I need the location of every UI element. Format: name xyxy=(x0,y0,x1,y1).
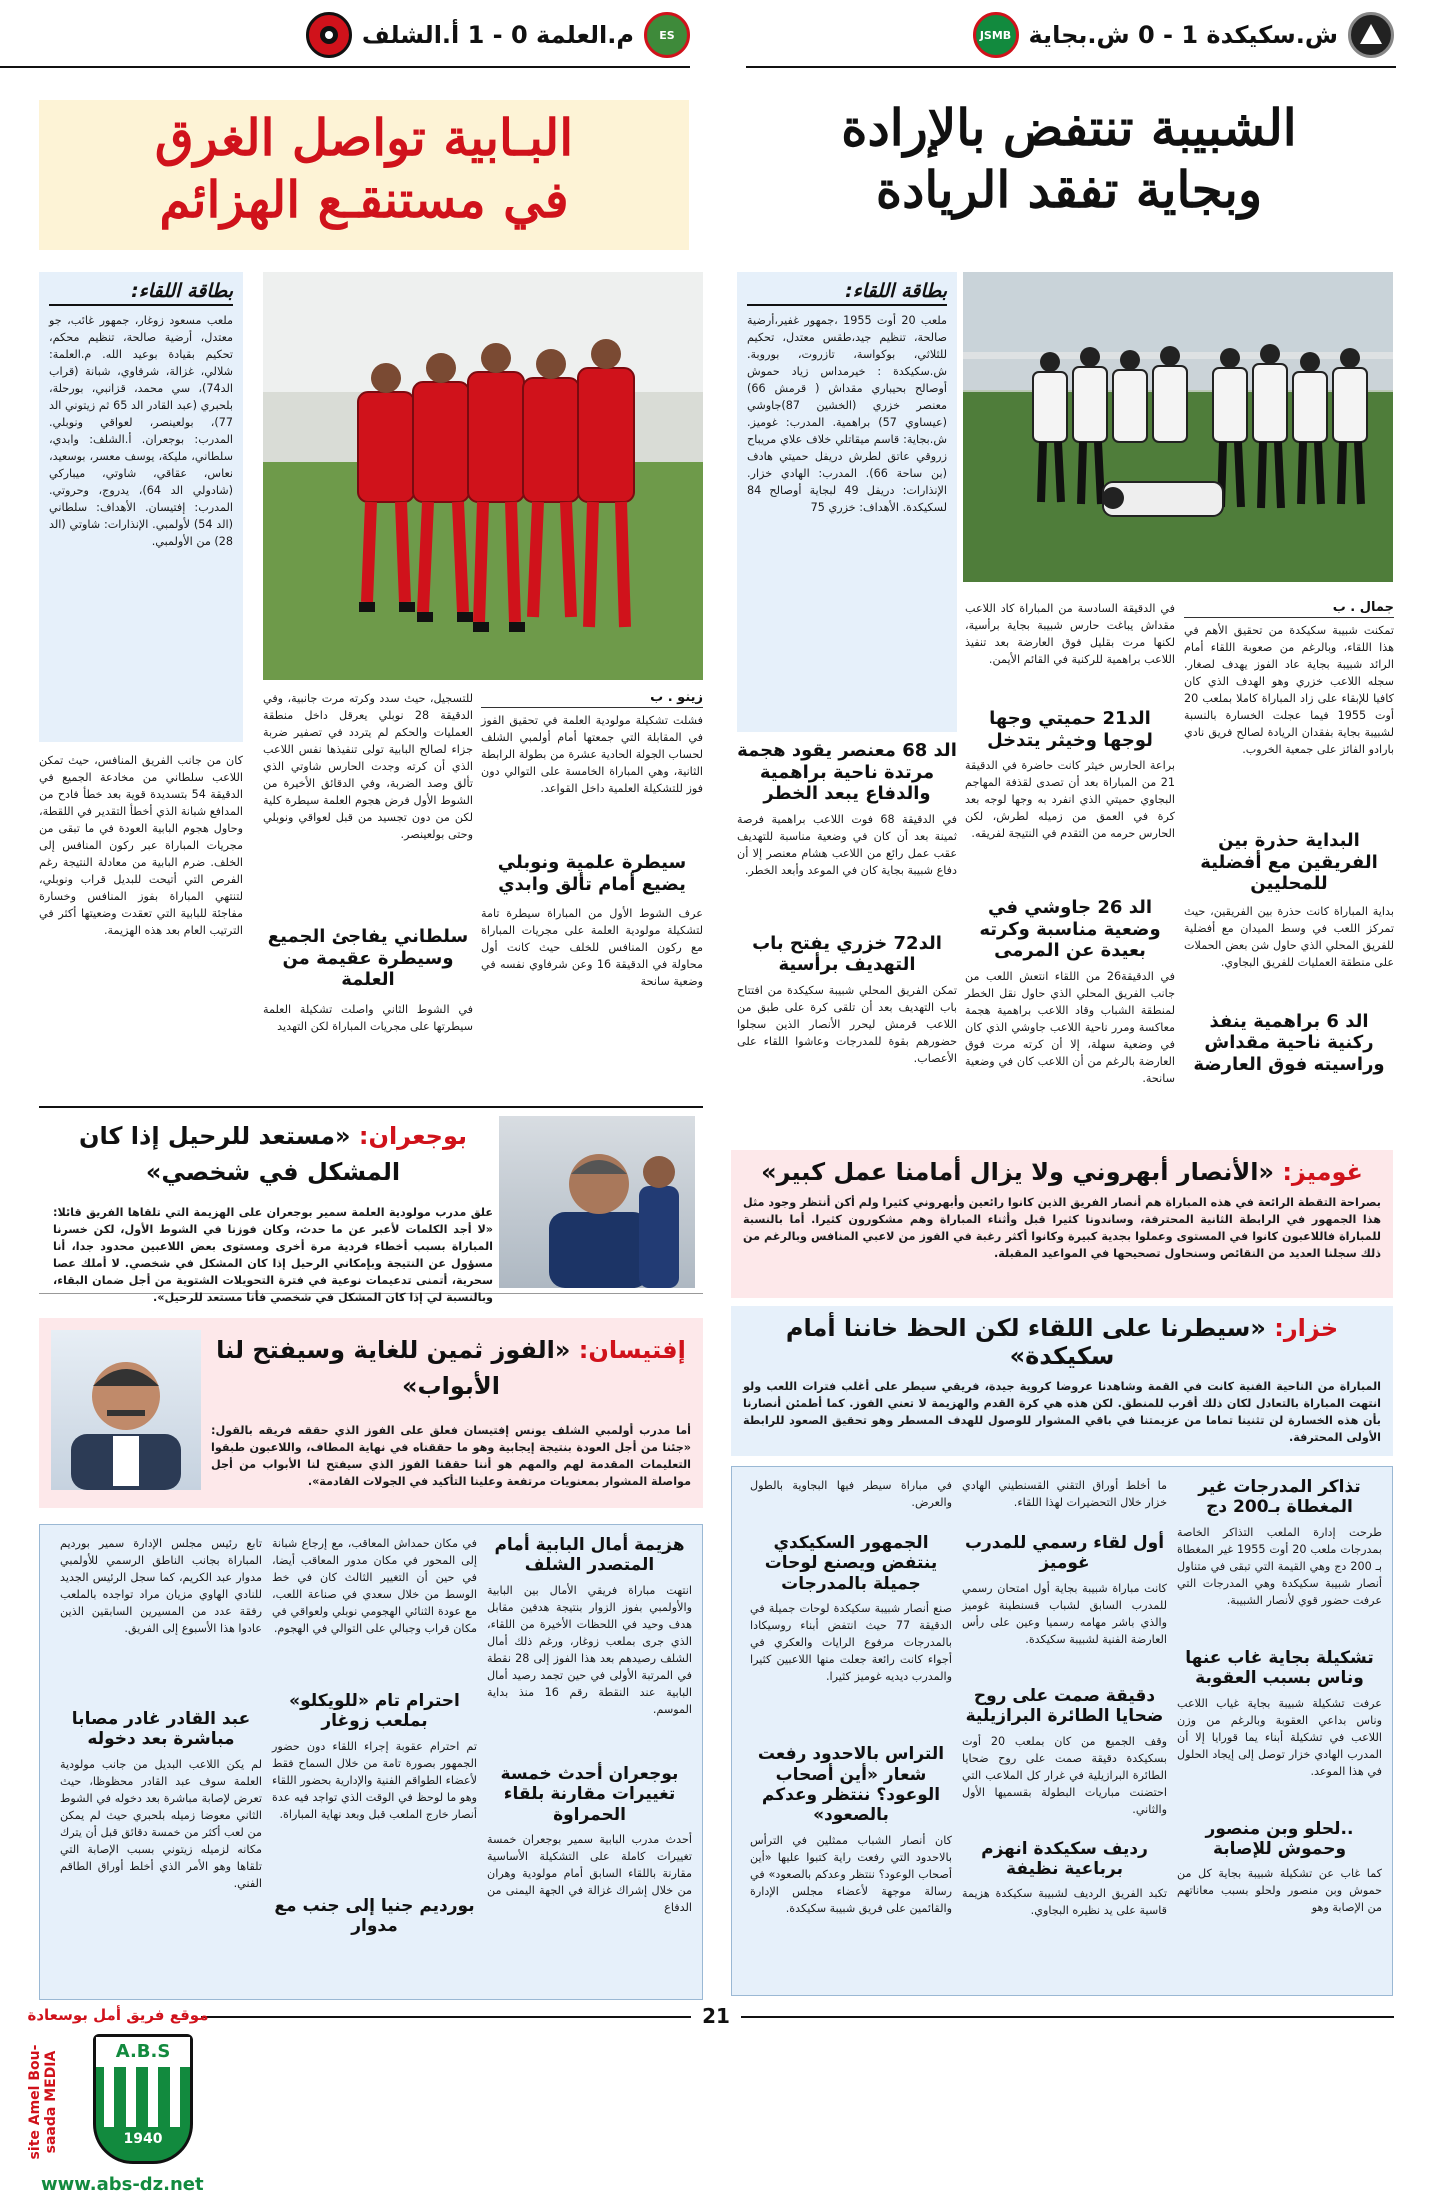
subheading: الد 68 معنصر يقود هجمة مرتدة ناحية براهمية والدفاع يبعد الخطر xyxy=(737,740,957,805)
brief-title: بورديم جنيا إلى جنب مع مدوار xyxy=(274,1895,475,1937)
boudjerane-box xyxy=(39,1106,703,1305)
right-match-card xyxy=(737,272,957,732)
brief-col-1 xyxy=(1177,1477,1382,1987)
byline: جمال . ب xyxy=(1184,600,1394,618)
brief-body: كانت مباراة شبيبة بجاية أول امتحان رسمي للمدرب السابق لشباب قسنطينة غوميز والذي باشر مهامه رسميا وعين على رأس العارضة الفنية لشبيبة سكيكدة. xyxy=(962,1581,1167,1646)
brief-title: رديف سكيكدة انهزم برباعية نظيفة xyxy=(981,1838,1148,1879)
brief-title: دقيقة صمت على روح ضحايا الطائرة البرازيلية xyxy=(965,1685,1164,1727)
quote-body: بصراحة التقطة الرائعة في هذه المباراة هم أنصار الفريق الذين كانوا رائعين وأبهروني كثيرا ولم أكن أنتظر وجود مثل هذا الجمهور في الرابطة الثانية المحترفة، وساندونا كثيرا قبل وأثناء المباراة وهم مشكورون كثيرا. أما بالنسبة للمباراة فاللاعبون كانوا في المستوى وعملوا بجدية كبيرة وكانوا أكثر رغبة في الفوز من لاعبي المنافس وبالرغم من ذلك سجلنا العديد من النقائص وسنحاول تصحيحها في المواعيد المقبلة. xyxy=(743,1196,1381,1261)
brief-title: الجمهور السكيكدي ينتفض ويصنع لوحات جميلة بالمدرجات xyxy=(764,1533,938,1594)
quote-text: «الأنصار أبهروني ولا يزال أمامنا عمل كبير» xyxy=(761,1158,1274,1186)
article-paragraph: للتسجيل، حيث سدد وكرته مرت جانبية، وفي الدقيقة 28 نوبلي يعرقل داخل منطقة العمليات والحكم لم يتردد في تصفير ضربة جزاء لصالح البابية تولى تنفيذها نفس اللاعب الذي أن كرته وجدت الحارس شاوتي الذي تألق وصد الضربة، وفي الدقائق الأخيرة من الشوط الأول فرض هجوم العلمة سيطرة كلية لكن من دون تجسيد من قبل لعواقي ونوبلي وحتى بولعينصر. xyxy=(263,692,473,842)
subheading: الد 6 براهمية ينفذ ركنية ناحية مقداش وراسيته فوق العارضة xyxy=(1193,1010,1385,1075)
quote-body: أما مدرب أولمبي الشلف يونس إفتيسان فعلق على الفوز الذي حققه فريقه بالقول: «جئنا من أجل العودة بنتيجة إيجابية وهو ما حققناه في نهاية المطاف، واللاعبون طبقوا التعليمات المقدمة لهم والمهم هو أننا حققنا الفوز الذي سيفتح لنا الأبواب من أجل مواصلة المشوار بمعنويات مرتفعة وعلينا التأكيد في الجولات القادمة». xyxy=(211,1424,691,1489)
match-card-title: بطاقة اللقاء: xyxy=(49,280,233,306)
site-label: موقع فريق أمل بوسعادة xyxy=(27,2006,209,2024)
brief-body: عرفت تشكيلة شبيبة بجاية غياب اللاعب وناس بداعي العقوبة وبالرغم من وزن اللاعب في تشكيلة أبناء يما قورايا إلا أن المدرب الهادي خزار توصل إلى إيجاد الحلول في هذا الموعد. xyxy=(1177,1696,1382,1778)
brief-title: بوجعران أحدث خمسة تغييرات مقارنة بلقاء الحمراوة xyxy=(500,1763,679,1825)
subheading: سيطرة علمية ونوبلي يضيع أمام تألق وابدي xyxy=(497,852,687,895)
jss-team-photo xyxy=(963,272,1393,582)
speaker-name: بوجعران: xyxy=(358,1122,468,1150)
brief-body: كما غاب عن تشكيلة شبيبة بجاية كل من حموش وبن منصور ولحلو بسبب معاناتهم من الإصابة وهو xyxy=(1177,1867,1382,1915)
article-paragraph: براعة الحارس خيثر كانت حاضرة في الدقيقة 21 من المباراة بعد أن تصدى لقذفة المهاجم البجاوي حميتي الذي انفرد به وجها لوجه بعد كرة في العمق من زميله لطرش، لكن الحارس حرمه من التقدم في النتيجة لفريقه. xyxy=(965,759,1175,841)
csc-logo-icon xyxy=(1348,12,1394,58)
left-col-b xyxy=(263,690,473,1098)
match-score-title: م.العلمة 0 - 1 أ.الشلف xyxy=(361,21,634,49)
mce-logo-icon: ES xyxy=(644,12,690,58)
brief-body: في مكان حمداش المعاقب، مع إرجاع شبانة إلى المحور في مكان مدور المعاقب أيضا، في حين أن التغيير الثالث كان في خط الوسط من خلال سعدي في صناعة اللعب، مع عودة الثنائي الهجومي نوبلي ولعواقي في مكان قراب وجبالي على التوالي في الهجوم. xyxy=(272,1537,477,1636)
brief-body: تابع رئيس مجلس الإدارة سمير بورديم المباراة بجانب الناطق الرسمي للأولمبي مدوار عبد الكريم، كما سجل الرئيس الجديد للنادي الهاوي مزيان مراد تواجده بالملعب رفقة عدد من المسيرين السابقين الذين عادوا هذا الأسبوع إلى الفريق. xyxy=(60,1537,262,1636)
speaker-name: خزار: xyxy=(1274,1314,1339,1342)
byline: زينو . ب xyxy=(481,690,703,708)
article-paragraph: عرف الشوط الأول من المباراة سيطرة تامة لتشكيلة مولودية العلمة على مجريات المباراة مع ركون المنافس للخلف حيث كانت أول محاولة في الدقيقة 16 وعن شرفاوي نفسه في وضعية سانحة xyxy=(481,907,703,989)
abs-club-logo xyxy=(93,2034,193,2164)
quote-body: المباراة من الناحية الفنية كانت في القمة وشاهدنا عروضا كروية جيدة، فريقي سيطر على أغلب فترات اللعب ولو انتهت المباراة بالتعادل لكان ذلك أقرب للمنطق. لكن هذه هي كرة القدم والهزيمة لا تعني الفوز. كما أطمئن أنصارنا بأن هذه الخسارة لن تثنينا تماما من عزيمتنا في باقي المشوار للوصول للهدف المسطر وهو تحقيق الصعود للرابطة الأولى المحترفة. xyxy=(743,1380,1381,1445)
left-headline-line-2: في مستنقـع الهزائم xyxy=(159,170,569,229)
right-col-b xyxy=(965,600,1175,1130)
site-url-link[interactable]: www.abs-dz.net xyxy=(41,2174,204,2195)
right-match-bar xyxy=(754,12,1394,58)
speaker-name: إفتيسان: xyxy=(578,1336,686,1364)
brief-body: لم يكن اللاعب البديل من جانب مولودية العلمة سوف عبد القادر محظوظا، حيث تعرض لإصابة مباشرة بعد دخوله في الشوط الثاني معوضا زميله بلحبري حيث لم يمكن من لعب أكثر من خمسة دقائق قبل أن يترك مكانه لزميله زيتوني بسبب الإصابة التي تلقاها وهو الأمر الذي أخلط أوراق الطاقم الفني. xyxy=(60,1757,262,1890)
khezar-quote-box xyxy=(731,1306,1393,1456)
brief-body: صنع أنصار شبيبة سكيكدة لوحات جميلة في الدقيقة 77 حيث انتفض أبناء روسيكادا بالمدرجات مرفوع الرايات والعكري في أجواء كانت رائعة جعلت منها اللاعبين كثيرا والمدرب ديديه غوميز كثيرا. xyxy=(750,1602,953,1684)
quote-text: «سيطرنا على اللقاء لكن الحظ خاننا أمام سكيكدة» xyxy=(785,1314,1266,1370)
boudjerane-quote-title xyxy=(53,1118,493,1190)
article-paragraph: في الشوط الثاني واصلت تشكيلة العلمة سيطرتها على مجريات المباراة لكن التهديد xyxy=(263,1002,473,1033)
brief-title: ..لحلو وبن منصور وحموش للإصابة xyxy=(1205,1818,1354,1859)
logo-year: 1940 xyxy=(123,2131,163,2147)
brief-title: عبد القادر غادر مصابا مباشرة بعد دخوله xyxy=(71,1709,251,1750)
asoc-logo-icon xyxy=(306,12,352,58)
right-headline-line-2: وبجاية تفقد الريادة xyxy=(875,160,1263,219)
subheading: الد 26 جاوشي في وضعية مناسبة وكرته بعيدة عن المرمى xyxy=(979,897,1161,962)
right-col-c xyxy=(737,740,957,1130)
left-col-c xyxy=(481,690,703,1098)
page-number: 21 xyxy=(691,2004,741,2028)
match-score-title: ش.سكيكدة 1 - 0 ش.بجاية xyxy=(1028,21,1338,49)
left-match-bar xyxy=(130,12,690,58)
match-card-body: ملعب مسعود زوغار، جمهور غائب، جو معتدل، أرضية صالحة، تنظيم محكم، تحكيم بقيادة بوعيد الله. م.العلمة: شلالي، غزالة، شرفاوي، شبانة (قراب الد74)، سي محمد، قزانبي، بورحلة، بلحبري (عبد القادر الد 65 ثم زيتوني الد 77)، بولعينصر، لعواقي ونوبلي. المدرب: بوجعران. أ.الشلف: وابدي، سلطاني، مليكة، يوسف معسر، بوسعيد، نعاس، عقاقي، شاوتي، ميباركي (شادولي الد 64)، يدروج، وحروتي. المدرب: إفتيسان. الأهداف: سلطاني (الد 54) لأولمبي. الإنذارات: شاوتي (الد 28) من الأولمبي. xyxy=(49,314,233,549)
article-paragraph: بداية المباراة كانت حذرة بين الفريقين، حيث تمركز اللعب في وسط الميدان مع أفضلية للفريق المحلي الذي حاول شن بعض الحملات على منطقة العمليات للفريق البجاوي. xyxy=(1184,904,1394,969)
brief-body: في مباراة سيطر فيها البجاوية بالطول والعرض. xyxy=(750,1479,952,1510)
subheading: الد21 حميتي وجها لوجها وخيثر يتدخل xyxy=(987,708,1153,751)
article-paragraph: في الدقيقة26 من اللقاء انتعش اللعب من جانب الفريق المحلي الذي حاول نقل الخطر لمنطقة الشباب وقاد اللاعب براهمية هجمة معاكسة ومرر ناحية اللاعب جاوشي الذي كان في وضعية سهلة، إلا أن كرته مرت فوق العارضة بالرغم من أن اللاعب كان في وضعية سانحة. xyxy=(965,969,1175,1086)
subheading: الد72 خزري يفتح باب التهديف برأسية xyxy=(752,932,942,976)
subheading: سلطاني يفاجئ الجميع وسيطرة عقيمة من العلمة xyxy=(267,926,469,991)
left-headline-block xyxy=(39,100,689,250)
brief-body: ما أخلط أوراق التقني القسنطيني الهادي خزار خلال التحضيرات لهذا اللقاء. xyxy=(962,1479,1167,1510)
left-col-a xyxy=(39,752,243,1098)
right-headline-line-1: الشبيبة تنتفض بالإرادة xyxy=(841,98,1297,157)
article-paragraph: في الدقيقة 68 فوت اللاعب براهمية فرصة ثمينة بعد أن كان في وضعية مناسبة للتهديف عقب عمل رائع من اللاعب هشام معنصر إلا أن دفاع شبيبة بجاية كان في الموعد وأبعد الخطر. xyxy=(737,812,957,877)
article-paragraph: تمكن الفريق المحلي شبيبة سكيكدة من افتتاح باب التهديف بعد أن تلقى كرة على طبق من اللاعب قرمش ليحرر الأنصار الذين سجلوا حضورهم بقوة للمدرجات وعاشوا اللقاء على الأعصاب. xyxy=(737,983,957,1066)
stripes-icon xyxy=(90,2067,190,2127)
brief-body: أحدث مدرب البابية سمير بوجعران خمسة تغييرات كاملة على التشكيلة الأساسية مقارنة باللقاء السابق أمام مولودية وهران من خلال إشراك غزالة في الجهة اليمنى من الدفاع xyxy=(487,1832,692,1915)
iftissane-quote-title xyxy=(211,1332,691,1404)
asoc-team-photo xyxy=(263,272,703,680)
quote-body: علق مدرب مولودية العلمة سمير بوجعران على الهزيمة التي تلقاها الفريق قائلا: «لا أجد الكلمات لأعبر عن ما حدث، وكان فوزنا في الشوط الأول، لكن خسرنا المباراة بسبب أخطاء فردية مرة أخرى ومستوى بعض اللاعبين محدود جدا، أنا مسؤول عن النتيجة وبإمكاني الرحيل إذا كان المشكل في شخصي. لا أملك عصا سحرية، أتمنى تدعيمات نوعية في فترة التحويلات الشتوية من أجل ضمان البقاء، وبالنسبة لي إذا كان المشكل في شخصي فأنا مستعد للرحيل». xyxy=(53,1206,493,1305)
vertical-site-text: site Amel Bou-saada MEDIA xyxy=(27,2044,59,2160)
subheading: البداية حذرة بين الفريقين مع أفضلية للمحليين xyxy=(1200,830,1378,895)
quote-text: «مستعد للرحيل إذا كان المشكل في شخصي» xyxy=(78,1122,401,1186)
gomez-quote-title xyxy=(743,1158,1381,1186)
match-card-body: ملعب 20 أوت 1955 ،جمهور غفير،أرضية صالحة، تنظيم جيد،طقس معتدل، تحكيم للثلاثي، بوكواسة، تازروت، بوروبة. ش.سكيكدة : خيرمداس زياد حموش أوصالح بحيباري مقداش ( قرمش 66) معنصر خزري (الخشين 87)جاوشي (عيساوي 57) براهمية. المدرب: غوميز. ش.بجاية: قاسم ميقاتلي خلاف علاي مريباح زروقي عاتق لطرش دريفل حميتي هادف (بن ساحة 66). المدرب: الهادي خزار. الإنذارات: دريفل 49 لبجاية أوصالح 84 لسكيكدة. الأهداف: خزري 75 xyxy=(747,314,948,515)
right-top-rule xyxy=(746,66,1396,68)
coach-boudjerane-photo xyxy=(499,1116,695,1288)
article-paragraph: فشلت تشكيلة مولودية العلمة في تحقيق الفوز في المقابلة التي جمعتها أمام أولمبي الشلف لحساب الجولة الحادية عشرة من بطولة الرابطة الثانية، وهي المباراة الخامسة على التوالي دون فوز للتشكيلة العلمية داخل القواعد. xyxy=(481,714,703,796)
right-headline-block xyxy=(744,100,1394,250)
quote-text: «الفوز ثمين للغاية وسيفتح لنا الأبواب» xyxy=(216,1336,571,1400)
speaker-name: غوميز: xyxy=(1282,1158,1363,1186)
brief-col-3 xyxy=(60,1535,262,1991)
left-top-rule xyxy=(0,66,690,68)
left-headline-line-1: البـابية تواصل الغرق xyxy=(154,108,574,167)
right-col-a xyxy=(1184,600,1394,1130)
brief-col-3 xyxy=(750,1477,952,1987)
brief-title: أول لقاء رسمي للمدرب غوميز xyxy=(964,1533,1165,1574)
logo-letters: A.B.S xyxy=(96,2037,190,2067)
jsmb-logo-icon: JSMB xyxy=(973,12,1019,58)
brief-body: تكبد الفريق الرديف لشبيبة سكيكدة هزيمة قاسية على يد نظيره البجاوي. xyxy=(962,1887,1167,1918)
brief-col-2 xyxy=(272,1535,477,1991)
gomez-quote-box xyxy=(731,1150,1393,1298)
brief-body: انتهت مباراة فريقي الأمال بين البابية والأولمبي بفوز الزوار بنتيجة هدفين مقابل هدف وحيد في اللحظات الأخيرة من اللقاء، الذي جرى بملعب زوغار، ورغم ذلك أمال الشلف رصيدهم بعد هذا الفوز إلى 28 نقطة في المرتبة الأولى في حين تجمد رصيد أمال البابية عند النقطة رقم 16 منذ بداية الموسم. xyxy=(487,1583,692,1716)
brief-body: وقف الجميع من كان بملعب 20 أوت بسكيكدة دقيقة صمت على روح ضحايا الطائرة البرازيلية في غرار كل الملاعب التي احتضنت مباريات البطولة بقسميها الأول والثاني. xyxy=(962,1734,1167,1816)
article-paragraph: كان من جانب الفريق المنافس، حيث تمكن اللاعب سلطاني من مخادعة الجميع في الدقيقة 54 بتسديدة قوية بعد خطأ فادح من المدافع شبانة الذي أخطأ التقدير في اللقطة، وحاول هجوم البابية العودة في ما تبقى من مجريات المباراة عبر ركون المنافس إلى الخلف. ضرم البابية من معادلة النتيجة رغم الفرص التي أتيحت للبديل قراب ونوبلي، لتنتهي المباراة بفوز المنافس وخسارة مفاجئة للبابية التي تعقدت وضعيتها أكثر في الترتيب العام بعد هذه الهزيمة. xyxy=(39,754,244,938)
iftissane-box xyxy=(39,1318,703,1508)
left-match-card xyxy=(39,272,243,742)
right-briefs xyxy=(731,1466,1393,1996)
article-paragraph: تمكنت شبيبة سكيكدة من تحقيق الأهم في هذا اللقاء، وبالرغم من صعوبة اللقاء أمام الرائد شبيبة بجاية عاد الفوز يهدف لصغار. سجله اللاعب خزري وهو الهدف الذي كان كافيا للإبقاء على زاد المباراة كاملا بملعب 20 أوت 1955 فيما عجلت الخسارة بالنسبة لشبيبة بجاية بفقدان الريادة لصالح فريق نادي بارادو الفائز على جمعية الخروب. xyxy=(1184,624,1394,757)
brief-title: تشكيلة بجاية غاب عنها وناس بسبب العقوبة xyxy=(1185,1647,1374,1689)
brief-title: احترام تام «للويكلو» بملعب زوغار xyxy=(289,1691,460,1732)
brief-title: تذاكر المدرجات غير المغطاة بـ200 دج xyxy=(1198,1477,1361,1518)
brief-title: التراس بالاحدود رفعت شعار «أين أصحاب الوعود؟ ننتظر وعدكم بالصعود» xyxy=(757,1744,945,1826)
brief-col-1 xyxy=(487,1535,692,1991)
khezar-quote-title xyxy=(743,1314,1381,1370)
brief-body: تم احترام عقوبة إجراء اللقاء دون حضور الجمهور بصورة تامة من خلال السماح فقط لأعضاء الطواقم الفنية والإدارية بحضور اللقاء وهو ما لوحظ في الوقت الذي تواجد فيه عدة أنصار خارج الملعب قبل وبعد نهاية المباراة. xyxy=(272,1739,477,1821)
match-card-title: بطاقة اللقاء: xyxy=(747,280,947,306)
coach-iftissane-photo xyxy=(51,1330,201,1490)
brief-title: هزيمة أمال البابية أمام المتصدر الشلف xyxy=(494,1535,685,1576)
article-paragraph: في الدقيقة السادسة من المباراة كاد اللاعب مقداش يباغت حارس شبيبة بجاية برأسية، لكنها مرت بقليل فوق العارضة بعد تنفيذ اللاعب براهمية للركنية في القائم الأيمن. xyxy=(965,602,1175,667)
brief-body: كان أنصار الشباب ممثلين في الترأس بالاحدود التي رفعت راية كتبوا عليها «أين أصحاب الوعود؟ ننتظر وعدكم بالصعود» في رسالة موجهة لأعضاء مجلس الإدارة والقائمين على فريق شبيبة سكيكدة. xyxy=(750,1833,952,1915)
brief-col-2 xyxy=(962,1477,1167,1987)
left-briefs xyxy=(39,1524,703,2000)
footer-rule xyxy=(201,2016,1394,2018)
brief-body: طرحت إدارة الملعب التذاكر الخاصة بمدرجات ملعب 20 أوت 1955 غير المغطاة بـ 200 دج وهي القيمة التي تبقى في متناول أنصار شبيبة سكيكدة وهي المدرجات التي عرفت حضور قوي لأنصار الشبيبة. xyxy=(1177,1525,1383,1607)
